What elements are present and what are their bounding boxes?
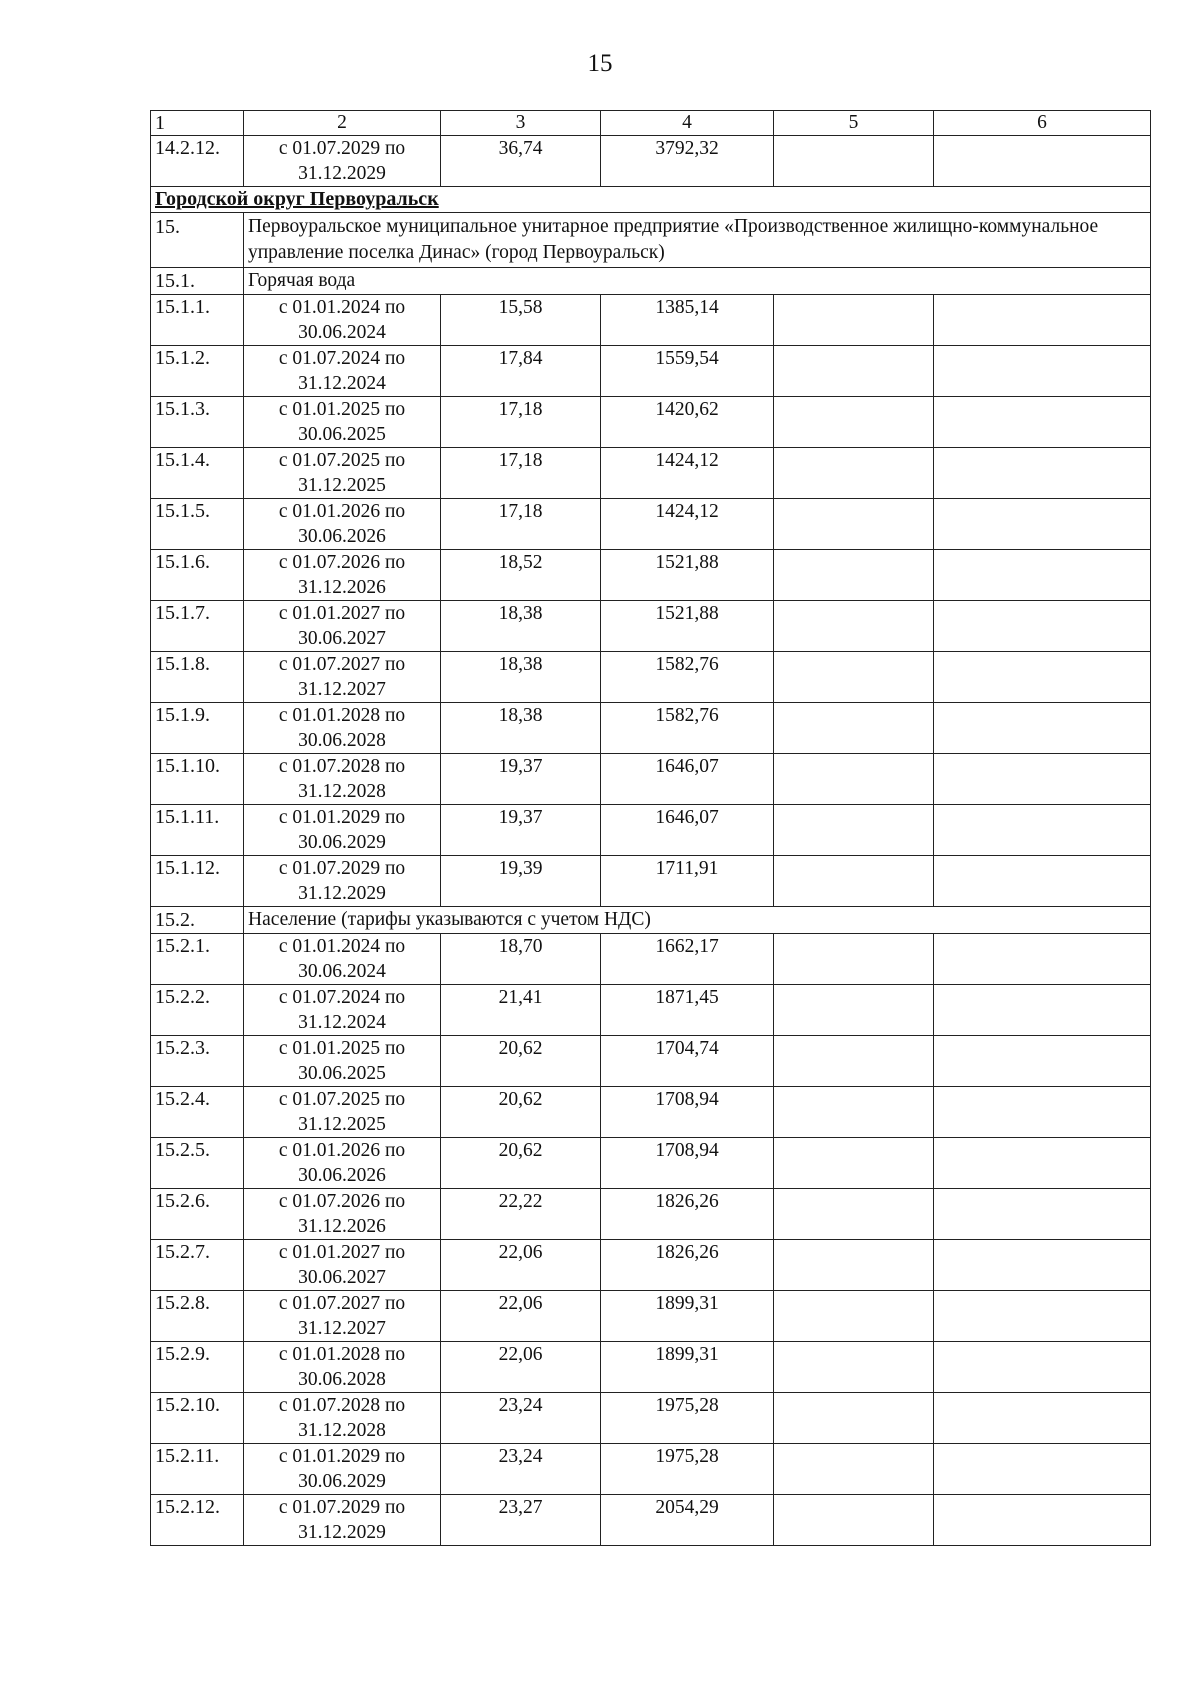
row-value-col4: 1975,28 <box>601 1444 774 1495</box>
row-value-col3: 22,06 <box>441 1342 601 1393</box>
table-row <box>151 346 1151 397</box>
row-value-col6 <box>934 856 1151 907</box>
row-value-col4: 1420,62 <box>601 397 774 448</box>
table-row <box>151 1291 1151 1342</box>
row-value-col5 <box>774 1342 934 1393</box>
section-number: 15.1. <box>151 268 244 295</box>
row-value-col6 <box>934 1189 1151 1240</box>
table-row <box>151 1495 1151 1546</box>
table-row <box>151 295 1151 346</box>
row-value-col4: 1826,26 <box>601 1240 774 1291</box>
row-value-col4: 1646,07 <box>601 805 774 856</box>
row-value-col6 <box>934 985 1151 1036</box>
row-value-col3: 22,06 <box>441 1240 601 1291</box>
row-value-col3: 22,22 <box>441 1189 601 1240</box>
row-number: 15.2.8. <box>151 1291 244 1342</box>
section-number: 15.2. <box>151 907 244 934</box>
table-row <box>151 703 1151 754</box>
row-value-col4: 1521,88 <box>601 601 774 652</box>
row-value-col5 <box>774 1087 934 1138</box>
row-period: с 01.01.2028 по 30.06.2028 <box>244 703 441 754</box>
row-value-col6 <box>934 1291 1151 1342</box>
section-row-hot-water <box>151 268 1151 295</box>
row-value-col6 <box>934 1393 1151 1444</box>
row-period: с 01.07.2029 по 31.12.2029 <box>244 136 441 187</box>
row-value-col3: 18,38 <box>441 652 601 703</box>
row-value-col6 <box>934 397 1151 448</box>
table-row <box>151 601 1151 652</box>
row-value-col6 <box>934 652 1151 703</box>
row-value-col3: 17,18 <box>441 397 601 448</box>
row-period: с 01.07.2027 по 31.12.2027 <box>244 1291 441 1342</box>
row-value-col6 <box>934 1342 1151 1393</box>
section-title: Население (тарифы указываются с учетом НДС) <box>244 907 1151 934</box>
row-value-col3: 18,38 <box>441 601 601 652</box>
table-row <box>151 1138 1151 1189</box>
row-period: с 01.07.2025 по 31.12.2025 <box>244 448 441 499</box>
row-number: 15.2.6. <box>151 1189 244 1240</box>
row-value-col5 <box>774 805 934 856</box>
table-row <box>151 856 1151 907</box>
row-number: 15.1.10. <box>151 754 244 805</box>
row-period: с 01.01.2024 по 30.06.2024 <box>244 295 441 346</box>
row-value-col5 <box>774 934 934 985</box>
column-header-5: 5 <box>774 111 934 136</box>
row-value-col5 <box>774 856 934 907</box>
row-value-col6 <box>934 295 1151 346</box>
table-row <box>151 1036 1151 1087</box>
row-number: 15.2.4. <box>151 1087 244 1138</box>
row-value-col5 <box>774 1036 934 1087</box>
row-value-col4: 1704,74 <box>601 1036 774 1087</box>
row-value-col5 <box>774 1495 934 1546</box>
row-period: с 01.07.2024 по 31.12.2024 <box>244 985 441 1036</box>
column-header-3: 3 <box>441 111 601 136</box>
row-value-col3: 17,18 <box>441 499 601 550</box>
row-value-col5 <box>774 1189 934 1240</box>
table-row <box>151 1189 1151 1240</box>
tariff-table-body <box>151 111 1151 1546</box>
row-value-col3: 20,62 <box>441 1036 601 1087</box>
row-value-col6 <box>934 703 1151 754</box>
row-value-col4: 1826,26 <box>601 1189 774 1240</box>
row-value-col4: 1559,54 <box>601 346 774 397</box>
row-value-col4: 1899,31 <box>601 1342 774 1393</box>
row-number: 15.2.12. <box>151 1495 244 1546</box>
row-value-col6 <box>934 1240 1151 1291</box>
row-value-col3: 19,37 <box>441 754 601 805</box>
row-value-col6 <box>934 448 1151 499</box>
table-row <box>151 985 1151 1036</box>
table-row <box>151 934 1151 985</box>
table-row <box>151 397 1151 448</box>
row-number: 15.1.5. <box>151 499 244 550</box>
table-row <box>151 448 1151 499</box>
row-number: 15.1.7. <box>151 601 244 652</box>
section-title: Горячая вода <box>244 268 1151 295</box>
row-value-col3: 23,24 <box>441 1444 601 1495</box>
row-value-col3: 20,62 <box>441 1087 601 1138</box>
region-title: Городской округ Первоуральск <box>151 187 1151 213</box>
organization-row <box>151 213 1151 268</box>
row-period: с 01.01.2026 по 30.06.2026 <box>244 1138 441 1189</box>
row-value-col5 <box>774 550 934 601</box>
tariff-table <box>150 110 1151 1546</box>
row-value-col5 <box>774 1291 934 1342</box>
row-value-col5 <box>774 703 934 754</box>
organization-number: 15. <box>151 213 244 268</box>
row-period: с 01.01.2024 по 30.06.2024 <box>244 934 441 985</box>
row-number: 15.1.2. <box>151 346 244 397</box>
section-row-population <box>151 907 1151 934</box>
row-period: с 01.01.2027 по 30.06.2027 <box>244 601 441 652</box>
row-value-col5 <box>774 346 934 397</box>
row-value-col5 <box>774 1240 934 1291</box>
table-row <box>151 652 1151 703</box>
row-value-col4: 1385,14 <box>601 295 774 346</box>
row-period: с 01.07.2029 по 31.12.2029 <box>244 856 441 907</box>
row-number: 15.1.3. <box>151 397 244 448</box>
table-row <box>151 1444 1151 1495</box>
row-number: 15.2.2. <box>151 985 244 1036</box>
row-value-col4: 1708,94 <box>601 1138 774 1189</box>
row-value-col4: 2054,29 <box>601 1495 774 1546</box>
row-value-col3: 17,84 <box>441 346 601 397</box>
row-period: с 01.07.2029 по 31.12.2029 <box>244 1495 441 1546</box>
column-header-4: 4 <box>601 111 774 136</box>
row-period: с 01.07.2025 по 31.12.2025 <box>244 1087 441 1138</box>
row-value-col5 <box>774 136 934 187</box>
row-value-col4: 1975,28 <box>601 1393 774 1444</box>
row-period: с 01.01.2027 по 30.06.2027 <box>244 1240 441 1291</box>
row-value-col6 <box>934 754 1151 805</box>
row-value-col5 <box>774 448 934 499</box>
row-value-col4: 1899,31 <box>601 1291 774 1342</box>
row-value-col5 <box>774 295 934 346</box>
row-period: с 01.01.2028 по 30.06.2028 <box>244 1342 441 1393</box>
row-value-col3: 23,27 <box>441 1495 601 1546</box>
row-number: 14.2.12. <box>151 136 244 187</box>
row-value-col3: 21,41 <box>441 985 601 1036</box>
row-number: 15.2.5. <box>151 1138 244 1189</box>
table-row <box>151 550 1151 601</box>
column-number-header-row <box>151 111 1151 136</box>
row-value-col6 <box>934 136 1151 187</box>
row-period: с 01.07.2026 по 31.12.2026 <box>244 550 441 601</box>
row-value-col6 <box>934 805 1151 856</box>
row-value-col5 <box>774 499 934 550</box>
page-number: 15 <box>587 50 613 77</box>
row-number: 15.2.3. <box>151 1036 244 1087</box>
row-value-col5 <box>774 601 934 652</box>
row-period: с 01.07.2026 по 31.12.2026 <box>244 1189 441 1240</box>
table-row <box>151 1393 1151 1444</box>
row-value-col4: 1424,12 <box>601 499 774 550</box>
row-number: 15.1.6. <box>151 550 244 601</box>
row-value-col3: 19,39 <box>441 856 601 907</box>
row-value-col6 <box>934 550 1151 601</box>
row-value-col6 <box>934 934 1151 985</box>
row-value-col4: 1582,76 <box>601 703 774 754</box>
row-period: с 01.07.2028 по 31.12.2028 <box>244 754 441 805</box>
row-value-col5 <box>774 397 934 448</box>
row-value-col4: 1711,91 <box>601 856 774 907</box>
row-value-col4: 1582,76 <box>601 652 774 703</box>
row-period: с 01.01.2029 по 30.06.2029 <box>244 805 441 856</box>
row-number: 15.1.12. <box>151 856 244 907</box>
row-value-col5 <box>774 754 934 805</box>
row-value-col6 <box>934 1495 1151 1546</box>
row-number: 15.2.7. <box>151 1240 244 1291</box>
row-value-col5 <box>774 1393 934 1444</box>
row-period: с 01.01.2025 по 30.06.2025 <box>244 1036 441 1087</box>
row-value-col5 <box>774 652 934 703</box>
row-value-col6 <box>934 346 1151 397</box>
row-number: 15.2.11. <box>151 1444 244 1495</box>
table-row <box>151 1087 1151 1138</box>
row-value-col6 <box>934 601 1151 652</box>
row-value-col6 <box>934 1444 1151 1495</box>
row-value-col4: 1646,07 <box>601 754 774 805</box>
row-value-col5 <box>774 1138 934 1189</box>
row-value-col3: 36,74 <box>441 136 601 187</box>
row-value-col3: 18,70 <box>441 934 601 985</box>
row-value-col6 <box>934 1087 1151 1138</box>
row-value-col3: 18,52 <box>441 550 601 601</box>
row-value-col6 <box>934 1138 1151 1189</box>
row-value-col6 <box>934 499 1151 550</box>
organization-name: Первоуральское муниципальное унитарное предприятие «Производственное жилищно-коммунальное управление поселка Динас» (город Первоуральск) <box>244 213 1151 268</box>
row-value-col3: 19,37 <box>441 805 601 856</box>
table-row <box>151 499 1151 550</box>
row-value-col3: 18,38 <box>441 703 601 754</box>
table-row <box>151 136 1151 187</box>
row-number: 15.1.11. <box>151 805 244 856</box>
row-value-col5 <box>774 985 934 1036</box>
column-header-2: 2 <box>244 111 441 136</box>
row-value-col3: 15,58 <box>441 295 601 346</box>
table-row <box>151 1240 1151 1291</box>
row-period: с 01.07.2027 по 31.12.2027 <box>244 652 441 703</box>
row-period: с 01.01.2026 по 30.06.2026 <box>244 499 441 550</box>
row-value-col6 <box>934 1036 1151 1087</box>
row-value-col4: 1662,17 <box>601 934 774 985</box>
row-value-col3: 17,18 <box>441 448 601 499</box>
row-value-col3: 23,24 <box>441 1393 601 1444</box>
row-value-col4: 1871,45 <box>601 985 774 1036</box>
column-header-6: 6 <box>934 111 1151 136</box>
row-value-col3: 20,62 <box>441 1138 601 1189</box>
row-value-col4: 1521,88 <box>601 550 774 601</box>
row-value-col4: 1708,94 <box>601 1087 774 1138</box>
row-number: 15.2.9. <box>151 1342 244 1393</box>
row-value-col4: 1424,12 <box>601 448 774 499</box>
row-period: с 01.01.2029 по 30.06.2029 <box>244 1444 441 1495</box>
row-number: 15.1.1. <box>151 295 244 346</box>
table-row <box>151 754 1151 805</box>
table-row <box>151 1342 1151 1393</box>
row-number: 15.1.8. <box>151 652 244 703</box>
row-value-col4: 3792,32 <box>601 136 774 187</box>
row-number: 15.2.1. <box>151 934 244 985</box>
row-period: с 01.07.2028 по 31.12.2028 <box>244 1393 441 1444</box>
column-header-1: 1 <box>151 111 244 136</box>
row-number: 15.2.10. <box>151 1393 244 1444</box>
row-period: с 01.01.2025 по 30.06.2025 <box>244 397 441 448</box>
row-value-col3: 22,06 <box>441 1291 601 1342</box>
table-row <box>151 805 1151 856</box>
row-number: 15.1.9. <box>151 703 244 754</box>
row-value-col5 <box>774 1444 934 1495</box>
row-period: с 01.07.2024 по 31.12.2024 <box>244 346 441 397</box>
region-row <box>151 187 1151 213</box>
row-number: 15.1.4. <box>151 448 244 499</box>
